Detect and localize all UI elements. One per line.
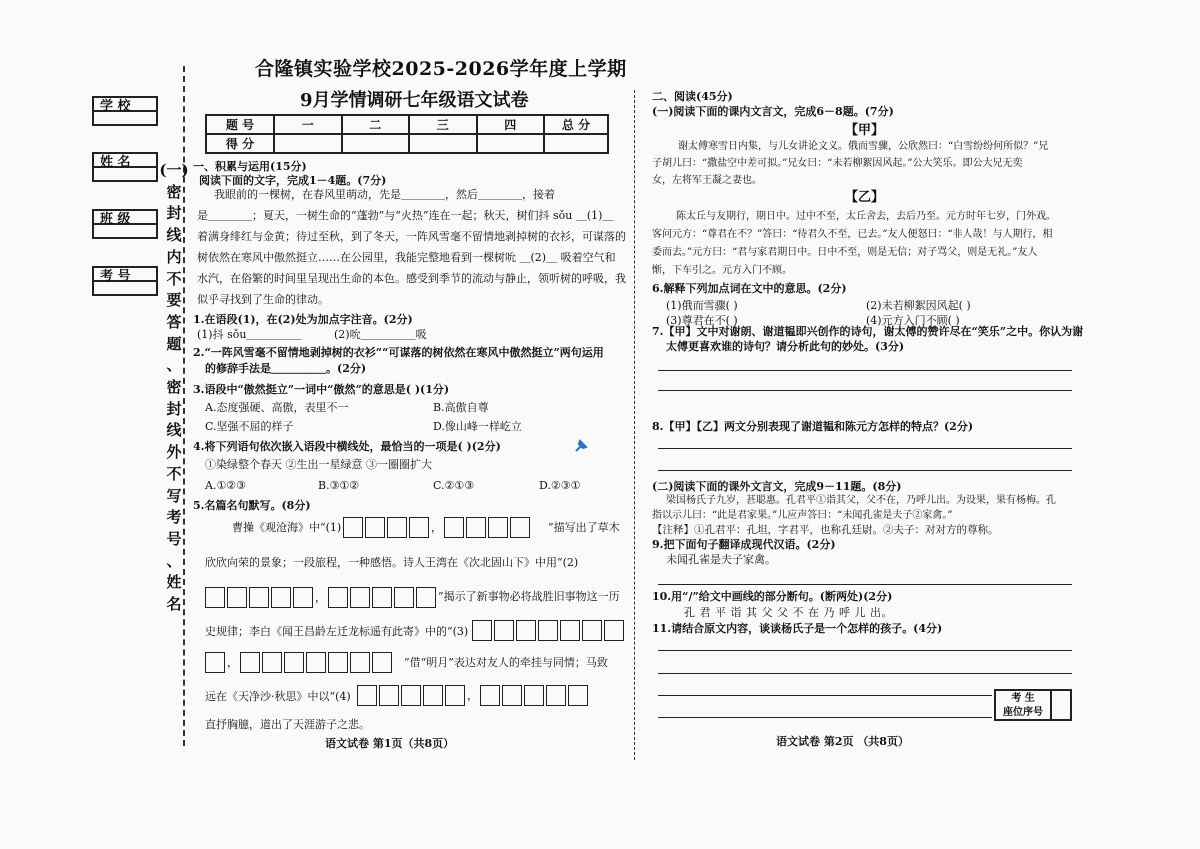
q5-text-5b: ”借“明月”表达对友人的牵挂与同情；马致	[404, 656, 608, 669]
answer-box[interactable]	[227, 587, 247, 608]
q5-text-1b: ”描写出了草木	[548, 521, 620, 534]
seal-char: 不	[166, 464, 182, 483]
q5-text-4a: 史规律；李白《闻王昌龄左迁龙标遥有此寄》中的“(3)	[205, 625, 469, 638]
answer-line[interactable]	[658, 370, 1072, 371]
question-1: 1.在语段(1)，在(2)处为加点字注音。(2分)	[193, 313, 413, 326]
q4-option-d[interactable]: D.②③①	[539, 479, 581, 492]
question-11: 11.请结合原文内容，谈谈杨氏子是一个怎样的孩子。(4分)	[652, 622, 943, 635]
annotation-note: 【注释】①孔君平：孔坦，字君平，也称孔廷尉。②夫子：对对方的尊称。	[652, 524, 999, 536]
name-label: 姓 名	[100, 154, 131, 170]
passage-line: 似乎寻找到了生命的律动。	[197, 293, 329, 306]
seal-char: 密	[166, 182, 182, 201]
answer-box[interactable]	[350, 587, 370, 608]
answer-box[interactable]	[445, 685, 465, 706]
passage-line: 水汽，在俗繁的时间里呈现出生命的本色。感受到季节的流动与静止，领听树的呼吸，我	[197, 272, 626, 285]
passage-yi-heading: 【乙】	[845, 190, 885, 205]
q5-answer-boxes-1[interactable]: ，	[343, 517, 530, 538]
q5-text-3b: ”揭示了新事物必将战胜旧事物这一历	[438, 590, 620, 603]
jia-line: 女，左将军王凝之妻也。	[652, 175, 762, 186]
answer-box[interactable]	[350, 652, 370, 673]
seal-char: 名	[166, 595, 182, 614]
q5-answer-boxes-2[interactable]: ，	[205, 587, 436, 608]
seat-label-line1: 考 生	[1011, 693, 1035, 704]
name-label-box	[92, 152, 158, 168]
seal-char: 答	[166, 312, 182, 331]
exam-title-line1: 合隆镇实验学校2025-2026学年度上学期	[255, 58, 627, 80]
answer-box[interactable]	[582, 620, 602, 641]
answer-box[interactable]	[510, 517, 530, 538]
yi-line: 委而去。”元方曰：“君与家君期日中。日中不至，则是无信；对子骂父，则是无礼。”友人	[652, 247, 1038, 258]
answer-box[interactable]	[284, 652, 304, 673]
school-label-box	[92, 96, 158, 112]
answer-box[interactable]	[604, 620, 624, 641]
answer-box[interactable]	[240, 652, 260, 673]
class-field[interactable]	[92, 225, 158, 239]
score-cell: 得 分	[206, 134, 274, 153]
question-6: 6.解释下列加点词在文中的意思。(2分)	[652, 282, 847, 295]
answer-box[interactable]	[205, 652, 225, 673]
score-cell: 三	[409, 115, 477, 134]
answer-box[interactable]	[394, 587, 414, 608]
q6-item-1[interactable]: (1)俄而雪骤( )	[666, 299, 738, 312]
jia-line: 子胡儿曰：“撒盐空中差可拟。”兄女曰：“未若柳絮因风起。”公大笑乐。即公大兄无奕	[652, 158, 1023, 169]
score-cell: 总 分	[544, 115, 608, 134]
seal-char: 外	[166, 443, 182, 462]
answer-box[interactable]	[249, 587, 269, 608]
seal-char: 内	[166, 247, 182, 266]
seal-char: 要	[166, 291, 182, 310]
answer-box[interactable]	[568, 685, 588, 706]
answer-line[interactable]	[658, 390, 1072, 391]
question-3: 3.语段中“傲然挺立”一词中“傲然”的意思是( )(1分)	[193, 383, 450, 396]
answer-box[interactable]	[546, 685, 566, 706]
answer-box[interactable]	[372, 652, 392, 673]
answer-box[interactable]	[416, 587, 436, 608]
question-2-line1: 2.“一阵风雪毫不留情地剥掉树的衣衫”“可谋落的树依然在寒风中傲然挺立”两句运用	[193, 346, 604, 359]
answer-box[interactable]	[502, 685, 522, 706]
question-9: 9.把下面句子翻译成现代汉语。(2分)	[652, 538, 836, 551]
yi-line: 客问元方：“尊君在不？”答曰：“待君久不至，已去。”友人便怒曰：“非人哉！与人期行，相	[652, 229, 1053, 240]
answer-line[interactable]	[658, 584, 1072, 585]
passage-line: 我眼前的一棵树，在春风里萌动，先是＿＿＿＿，然后＿＿＿＿，接着	[214, 188, 555, 201]
answer-box[interactable]	[409, 517, 429, 538]
score-cell: 二	[342, 115, 410, 134]
question-4: 4.将下列语句依次嵌入语段中横线处，最恰当的一项是( )(2分)	[193, 440, 501, 453]
q10-sentence[interactable]: 孔 君 平 诣 其 父 父 不 在 乃 呼 儿 出。	[684, 606, 893, 619]
answer-line[interactable]	[658, 695, 992, 696]
section1-intro: 阅读下面的文字，完成1－4题。(7分)	[199, 174, 387, 187]
q9-sentence: 未闻孔雀是夫子家禽。	[666, 553, 776, 566]
score-table-score-row	[206, 134, 608, 153]
seal-char: 封	[166, 204, 182, 223]
answer-box[interactable]	[480, 685, 500, 706]
reading-part2-intro: (二)阅读下面的课外文言文，完成9－11题。(8分)	[652, 480, 902, 493]
q4-option-a[interactable]: A.①②③	[205, 479, 247, 492]
q3-option-c[interactable]: C.坚强不屈的样子	[205, 420, 294, 433]
question-10: 10.用“/”给文中画线的部分断句。(断两处)(2分)	[652, 590, 893, 603]
seat-number-label	[996, 691, 1052, 719]
q4-option-c[interactable]: C.②①③	[433, 479, 475, 492]
seal-line-notice	[159, 160, 189, 616]
answer-box[interactable]	[343, 517, 363, 538]
score-table	[205, 114, 609, 154]
section2-title: 二、阅读(45分)	[652, 90, 733, 103]
seat-number-box	[994, 689, 1072, 721]
exam-number-label-box	[92, 266, 158, 282]
q4-items: ①染绿整个春天 ②生出一星绿意 ③一圈圈扩大	[205, 458, 432, 471]
section1-title: 一、积累与运用(15分)	[193, 160, 307, 173]
answer-box[interactable]	[328, 652, 348, 673]
yi-line: 陈太丘与友期行，期日中。过中不至，太丘舍去，去后乃至。元方时年七岁，门外戏。	[676, 211, 1056, 222]
seal-char: 考	[166, 508, 182, 527]
answer-box[interactable]	[472, 620, 492, 641]
answer-box[interactable]	[379, 685, 399, 706]
answer-box[interactable]	[365, 517, 385, 538]
answer-line[interactable]	[658, 448, 1072, 449]
q3-option-a[interactable]: A.态度强硬、高傲，表里不一	[205, 401, 349, 414]
answer-box[interactable]	[401, 685, 421, 706]
jia-line: 谢太傅寒雪日内集，与儿女讲论文义。俄而雪骤，公欣然曰：“白雪纷纷何所似？”兄	[678, 141, 1049, 152]
seal-char: 封	[166, 399, 182, 418]
answer-box[interactable]	[262, 652, 282, 673]
score-input-cell[interactable]	[274, 134, 342, 153]
exam-number-field[interactable]	[92, 282, 158, 296]
seal-char: 线	[166, 421, 182, 440]
class-label: 班 级	[100, 211, 131, 227]
answer-box[interactable]	[205, 587, 225, 608]
answer-line[interactable]	[658, 673, 1072, 674]
page1-footer: 语文试卷 第1页（共8页）	[325, 737, 455, 750]
exam-number-label: 考 号	[100, 268, 131, 284]
seal-char: 密	[166, 378, 182, 397]
answer-box[interactable]	[444, 517, 464, 538]
seal-char: 姓	[166, 573, 182, 592]
question-7-line1: 7.【甲】文中对谢朗、谢道韫即兴创作的诗句，谢太傅的赞许尽在“笑乐”之中。你认为谢	[652, 325, 1084, 338]
answer-box[interactable]	[560, 620, 580, 641]
score-input-cell[interactable]	[477, 134, 545, 153]
seal-char: 、	[166, 356, 182, 375]
question-2-line2: 的修辞手法是＿＿＿＿＿。(2分)	[205, 362, 367, 375]
answer-box[interactable]	[423, 685, 443, 706]
passage-line: 着满身绯红与金黄；待过至秋，到了冬天，一阵风雪毫不留情地剥掉树的衣衫，可谋落的	[197, 230, 626, 243]
q6-item-4[interactable]: (4)元方入门不顾( )	[866, 314, 960, 327]
score-cell: 四	[477, 115, 545, 134]
seal-char: (一)	[159, 161, 189, 179]
answer-box[interactable]	[357, 685, 377, 706]
passage-line: 是＿＿＿＿；夏天，一树生命的“蓬勃”与“火热”连在一起；秋天，树们抖 sǒu ＿(1)＿	[197, 209, 614, 222]
exam-title-line2: 9月学情调研七年级语文试卷	[300, 90, 529, 111]
q5-text-7: 直抒胸臆，道出了天涯游子之悲。	[205, 718, 370, 731]
seal-char: 、	[166, 551, 182, 570]
seat-number-input[interactable]	[1052, 691, 1070, 719]
name-field[interactable]	[92, 168, 158, 182]
score-input-cell[interactable]	[544, 134, 608, 153]
q6-item-2[interactable]: (2)未若柳絮因风起( )	[866, 299, 971, 312]
score-cell: 题 号	[206, 115, 274, 134]
q3-option-d[interactable]: D.像山峰一样屹立	[433, 420, 522, 433]
answer-box[interactable]	[306, 652, 326, 673]
answer-box[interactable]	[372, 587, 392, 608]
q5-text-2a: 欣欣向荣的景象；一段旅程，一种感悟。诗人王湾在《次北固山下》中用“(2)	[205, 556, 579, 569]
score-cell: 一	[274, 115, 342, 134]
seal-char: 不	[166, 269, 182, 288]
answer-box[interactable]	[328, 587, 348, 608]
answer-line[interactable]	[658, 470, 1072, 471]
ext-line: 梁国杨氏子九岁，甚聪惠。孔君平①诣其父，父不在，乃呼儿出。为设果，果有杨梅。孔	[666, 495, 1056, 506]
school-field[interactable]	[92, 112, 158, 126]
seal-char: 线	[166, 226, 182, 245]
passage-line: 树依然在寒风中傲然挺立……在公园里，我能完整地看到一棵树吮 ＿(2)＿ 吸着空气和	[197, 251, 616, 264]
q5-answer-boxes-3a[interactable]	[472, 620, 624, 641]
answer-box[interactable]	[516, 620, 536, 641]
answer-box[interactable]	[271, 587, 291, 608]
seal-char: 写	[166, 486, 182, 505]
reading-part1-intro: (一)阅读下面的课内文言文，完成6－8题。(7分)	[652, 105, 894, 118]
q1-answer-b[interactable]: (2)吮＿＿＿＿＿吸	[334, 328, 427, 341]
question-8: 8.【甲】【乙】两文分别表现了谢道韫和陈元方怎样的特点？(2分)	[652, 420, 974, 433]
answer-box[interactable]	[488, 517, 508, 538]
q5-text-6a: 远在《天净沙·秋思》中以“(4)	[205, 690, 351, 703]
answer-box[interactable]	[466, 517, 486, 538]
score-input-cell[interactable]	[409, 134, 477, 153]
answer-box[interactable]	[293, 587, 313, 608]
school-label: 学 校	[100, 98, 131, 114]
score-table-header-row	[206, 115, 608, 134]
passage-jia-heading: 【甲】	[845, 123, 885, 138]
q6-item-3[interactable]: (3)尊君在不( )	[666, 314, 738, 327]
q3-option-b[interactable]: B.高傲自尊	[433, 401, 489, 414]
answer-box[interactable]	[524, 685, 544, 706]
question-5: 5.名篇名句默写。(8分)	[193, 499, 311, 512]
pin-icon	[574, 438, 588, 452]
answer-box[interactable]	[538, 620, 558, 641]
answer-box[interactable]	[387, 517, 407, 538]
answer-box[interactable]	[494, 620, 514, 641]
q5-answer-boxes-4[interactable]: ，	[357, 685, 588, 706]
yi-line: 惭，下车引之。元方入门不顾。	[652, 265, 792, 276]
q5-text-1a: 曹操《观沧海》中“(1)	[232, 521, 342, 534]
q1-answer-a[interactable]: (1)抖 sǒu＿＿＿＿＿	[197, 328, 302, 341]
q4-option-b[interactable]: B.③①②	[318, 479, 360, 492]
q5-answer-boxes-3b[interactable]: ，	[205, 652, 392, 673]
ext-line: 指以示儿曰：“此是君家果。”儿应声答曰：“未闻孔雀是夫子②家禽。”	[652, 510, 953, 521]
score-input-cell[interactable]	[342, 134, 410, 153]
answer-line[interactable]	[658, 650, 1072, 651]
seal-char: 号	[166, 529, 182, 548]
page2-footer: 语文试卷 第2页 （共8页）	[776, 735, 909, 748]
question-7-line2: 太傅更喜欢谁的诗句？请分析此句的妙处。(3分)	[666, 340, 905, 353]
center-dashed-line	[634, 90, 635, 760]
answer-line[interactable]	[658, 717, 992, 718]
seat-label-line2: 座位序号	[1003, 707, 1043, 718]
class-label-box	[92, 209, 158, 225]
seal-char: 题	[166, 334, 182, 353]
